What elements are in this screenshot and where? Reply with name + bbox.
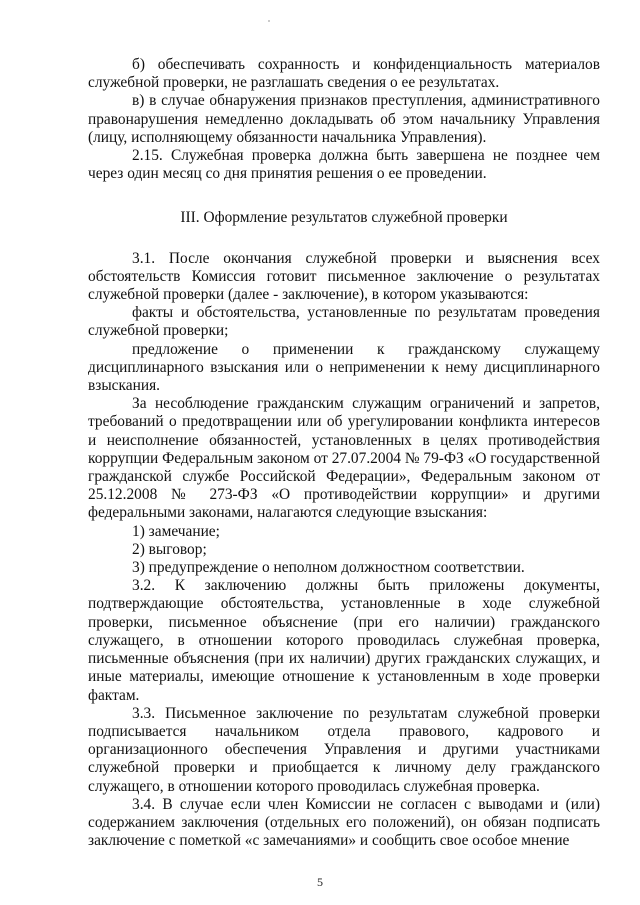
paragraph-item-b: б) обеспечивать сохранность и конфиденциальность материалов служебной проверки, не разглашать сведения о ее результатах. — [88, 56, 600, 92]
paragraph-3-2: 3.2. К заключению должны быть приложены документы, подтверждающие обстоятельства, установленные в ходе служебной проверки, письменное объяснение (при его наличии) гражданского служащего, в отношении которого проводилась служебная проверка, письменные объяснения (при их наличии) других гражданских служащих, и иные материалы, имеющие отношение к установленным в ходе проверки фактам. — [88, 577, 600, 704]
paragraph-penalties: За несоблюдение гражданским служащим ограничений и запретов, требований о предотвращении или об урегулировании конфликта интересов и неисполнение обязанностей, установленных в целях противодействия коррупции Федеральным законом от 27.07.2004 № 79-ФЗ «О государственной гражданской службе Российской Федерации», Федеральным законом от 25.12.2008 № 273-ФЗ «О противодействии коррупции» и другими федеральными законами, налагаются следующие взыскания: — [88, 395, 600, 522]
paragraph-2-15: 2.15. Служебная проверка должна быть завершена не позднее чем через один месяц со дня принятия решения о ее проведении. — [88, 147, 600, 183]
page-number: 5 — [317, 875, 323, 889]
section-heading: III. Оформление результатов служебной проверки — [180, 209, 508, 227]
list-item-remark: 1) замечание; — [132, 522, 220, 540]
list-item-warning: 3) предупреждение о неполном должностном соответствии. — [132, 559, 525, 577]
paragraph-facts: факты и обстоятельства, установленные по результатам проведения служебной проверки; — [88, 304, 600, 340]
scan-speck — [268, 20, 270, 22]
paragraph-3-4: 3.4. В случае если член Комиссии не согласен с выводами и (или) содержанием заключения (отдельных его положений), он обязан подписать заключение с пометкой «с замечаниями» и сообщить свое особое мнение — [88, 795, 600, 850]
list-item-reprimand: 2) выговор; — [132, 540, 207, 558]
paragraph-3-3: 3.3. Письменное заключение по результатам служебной проверки подписывается начальником отдела правового, кадрового и организационного обеспечения Управления и другими участниками служебной проверки и приобщается к личному делу гражданского служащего, в отношении которого проводилась служебная проверка. — [88, 704, 600, 795]
paragraph-3-1: 3.1. После окончания служебной проверки и выяснения всех обстоятельств Комиссия готовит письменное заключение о результатах служебной проверки (далее - заключение), в котором указываются: — [88, 249, 600, 304]
paragraph-item-v: в) в случае обнаружения признаков преступления, административного правонарушения немедленно докладывать об этом начальнику Управления (лицу, исполняющему обязанности начальника Управления). — [88, 92, 600, 146]
paragraph-proposal: предложение о применении к гражданскому служащему дисциплинарного взыскания или о неприменении к нему дисциплинарного взыскания. — [88, 340, 600, 395]
document-body — [88, 56, 600, 850]
